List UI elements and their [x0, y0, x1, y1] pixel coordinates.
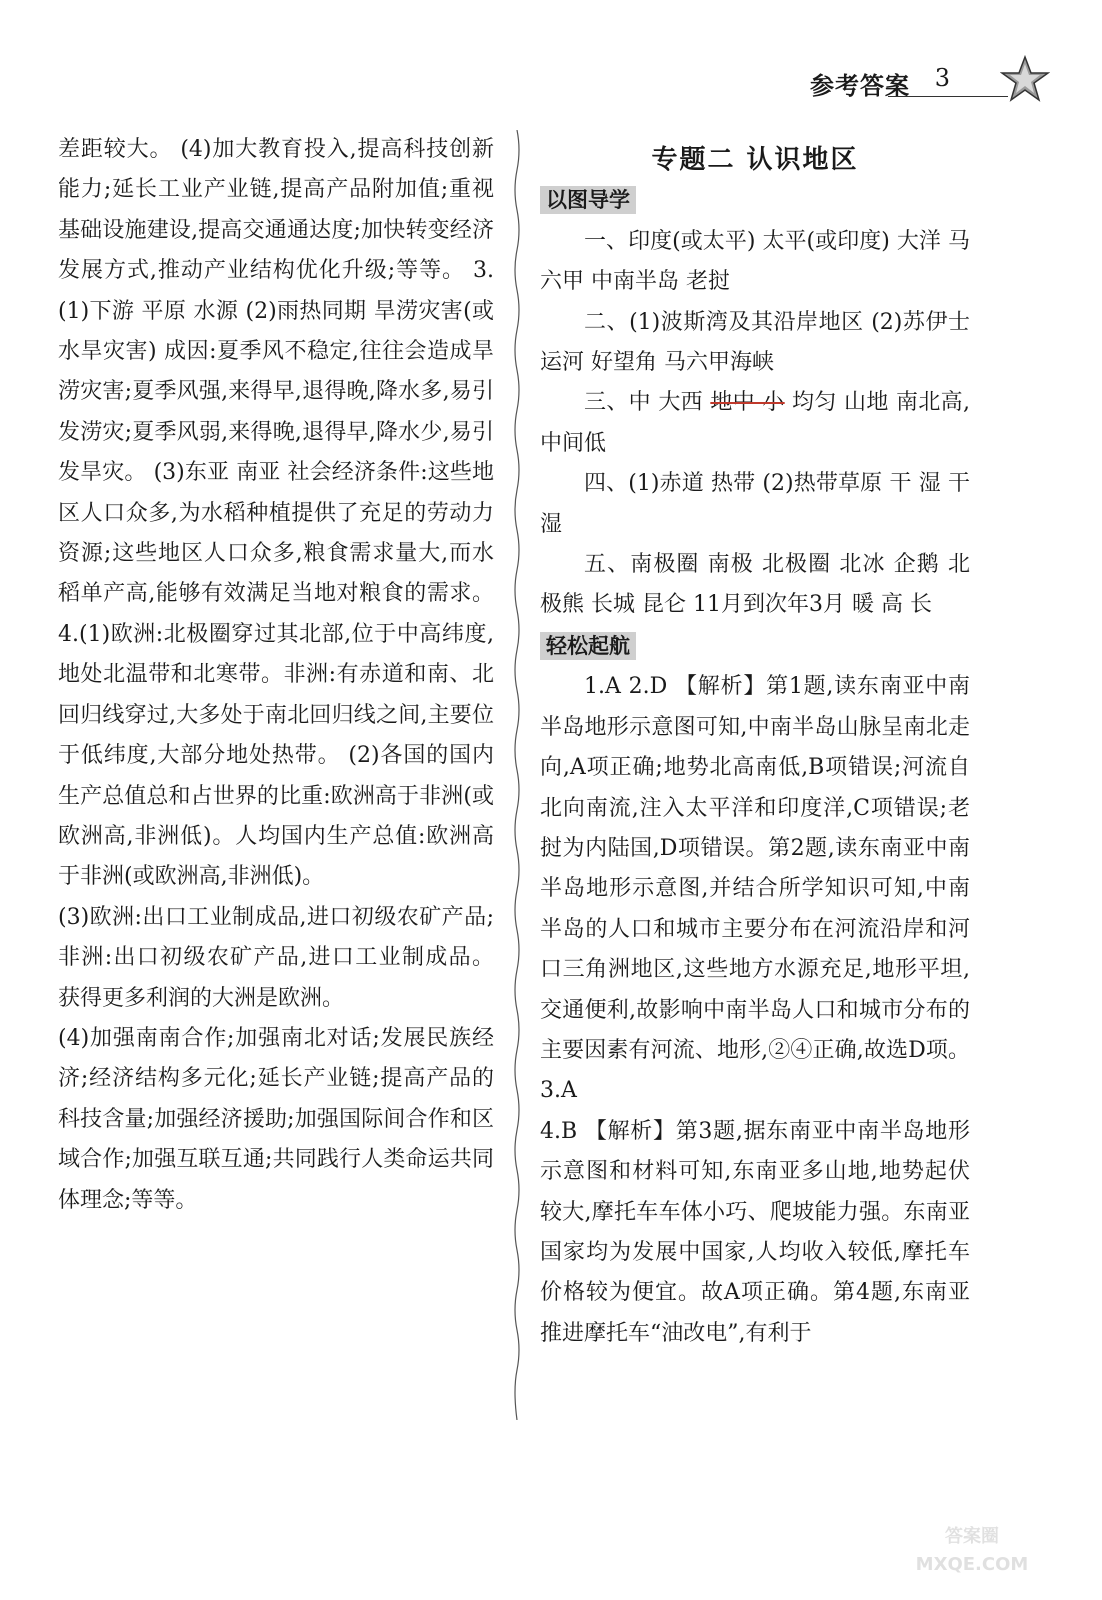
left-column [58, 130, 494, 1221]
left-paragraph-2: (3)欧洲:出口工业制成品,进口初级农矿产品;非洲:出口初级农矿产品,进口工业制成品。 获得更多利润的大洲是欧洲。 [58, 904, 494, 1011]
solution-paragraph-1: 1.A 2.D 【解析】第1题,读东南亚中南半岛地形示意图可知,中南半岛山脉呈南北走向,A项正确;地势北高南低,B项错误;河流自北向南流,注入太平洋和印度洋,C项错误;老挝为内陆国,D项错误。第2题,读东南亚中南半岛地形示意图,并结合所学知识可知,中南半岛的人口和城市主要分布在河流沿岸和河口三角洲地区,这些地方水源充足,地形平坦,交通便利,故影响中南半岛人口和城市分布的主要因素有河流、地形,②④正确,故选D项。 3.A [540, 674, 970, 1104]
section-title: 专题二 认识地区 [651, 145, 859, 175]
page-header [750, 62, 1050, 112]
header-rule [888, 96, 1008, 97]
page-number: 3 [934, 64, 950, 92]
section-label-guide: 以图导学 [540, 186, 636, 214]
answer-item-3 [540, 383, 970, 464]
answer-item-1: 一、印度(或太平) 太平(或印度) 大洋 马六甲 中南半岛 老挝 [540, 228, 970, 295]
column-divider [512, 130, 522, 1420]
item-3-end: 均匀 山地 南北高,中间低 [540, 390, 970, 456]
left-paragraph-1: 差距较大。 (4)加大教育投入,提高科技创新能力;延长工业产业链,提高产品附加值;重视基础设施建设,提高交通通达度;加快转变经济发展方式,推动产业结构优化升级;等等。 3.(1)下游 平原 水源 (2)雨热同期 旱涝灾害(或水旱灾害) 成因:夏季风不稳定,往往会造成旱涝灾害;夏季风强,来得早,退得晚,降水多,易引发涝灾;夏季风弱,来得晚,退得早,降水少,易引发旱灾。 (3)东亚 南亚 社会经济条件:这些地区人口众多,为水稻种植提供了充足的劳动力资源;这些地区人口众多,粮食需求量大,而水稻单产高,能够有效满足当地对粮食的需求。 4.(1)欧洲:北极圈穿过其北部,位于中高纬度,地处北温带和北寒带。非洲:有赤道和南、北回归线穿过,大多处于南北回归线之间,主要位于低纬度,大部分地处热带。 (2)各国的国内生产总值总和占世界的比重:欧洲高于非洲(或欧洲高,非洲低)。人均国内生产总值:欧洲高于非洲(或欧洲高,非洲低)。 [58, 137, 494, 890]
watermark-logo [872, 1510, 1072, 1580]
answer-item-5: 五、南极圈 南极 北极圈 北冰 企鹅 北极熊 长城 昆仑 11月到次年3月 暖 高 长 [540, 552, 970, 618]
star-icon [1000, 54, 1050, 104]
solution-paragraph-2: 4.B 【解析】第3题,据东南亚中南半岛地形示意图和材料可知,东南亚多山地,地势起伏较大,摩托车车体小巧、爬坡能力强。东南亚国家均为发展中国家,人均收入较低,摩托车价格较为便宜。故A项正确。第4题,东南亚推进摩托车“油改电”,有利于 [540, 1118, 970, 1346]
answer-item-2: 二、(1)波斯湾及其沿岸地区 (2)苏伊士运河 好望角 马六甲海峡 [540, 309, 970, 376]
header-title: 参考答案 [810, 72, 910, 100]
watermark-line-1: 答案圈 [945, 1526, 999, 1547]
section-label-start: 轻松起航 [540, 632, 636, 660]
answer-item-4: 四、(1)赤道 热带 (2)热带草原 干 湿 干 湿 [540, 471, 970, 537]
watermark-line-2: MXQE.COM [915, 1554, 1029, 1575]
item-3-struck-text: 地中 小 [710, 390, 785, 416]
left-paragraph-3: (4)加强南南合作;加强南北对话;发展民族经济;经济结构多元化;延长产业链;提高产品的科技含量;加强经济援助;加强国际间合作和区域合作;加强互联互通;共同践行人类命运共同体理念;等等。 [58, 1025, 494, 1213]
item-3-start: 三、中 大西 [584, 390, 711, 416]
right-column [540, 140, 970, 1354]
